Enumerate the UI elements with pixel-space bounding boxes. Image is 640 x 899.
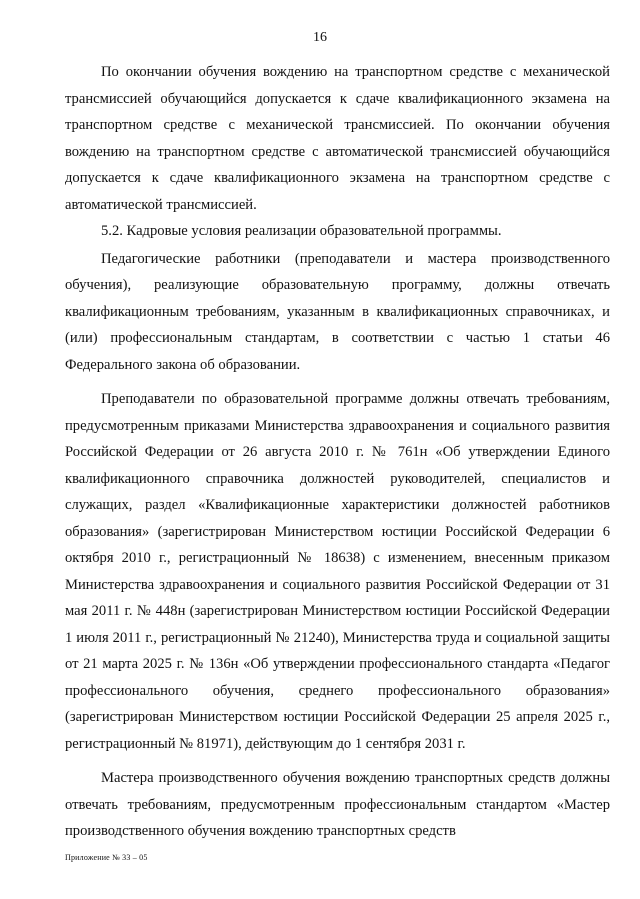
document-body [65,59,610,845]
paragraph-transmission-exam: По окончании обучения вождению на транспортном средстве с механической трансмиссией обучающийся допускается к сдаче квалификационного экзамена на транспортном средстве с механической трансмиссией. По окончании обучения вождению на транспортном средстве с автоматической трансмиссией обучающийся допускается к сдаче квалификационного экзамена на транспортном средстве с автоматической трансмиссией. [65,64,610,213]
paragraph-pedagogical-workers: Педагогические работники (преподаватели и мастера производственного обучения), реализующие образовательную программу, должны отвечать квалификационным требованиям, указанным в квалификационных справочниках, и (или) профессиональным стандартам, в соответствии с частью 1 статьи 46 Федерального закона об образовании. [65,250,610,373]
appendix-footer-label: Приложение № 33 – 05 [65,853,148,862]
paragraph-teachers-requirements: Преподаватели по образовательной программе должны отвечать требованиям, предусмотренным приказами Министерства здравоохранения и социального развития Российской Федерации от 26 августа 2010 г. № 761н «Об утверждении Единого квалификационного справочника должностей руководителей, специалистов и служащих, раздел «Квалификационные характеристики должностей работников образования» (зарегистрирован Министерством юстиции Российской Федерации 6 октября 2010 г., регистрационный № 18638) с изменением, внесенным приказом Министерства здравоохранения и социального развития Российской Федерации от 31 мая 2011 г. № 448н (зарегистрирован Министерством юстиции Российской Федерации 1 июля 2011 г., регистрационный № 21240), Министерства труда и социальной защиты от 21 марта 2025 г. № 136н «Об утверждении профессионального стандарта «Педагог профессионального обучения, среднего профессионального образования» (зарегистрирован Министерством юстиции Российской Федерации 25 апреля 2025 г., регистрационный № 81971), действующим до 1 сентября 2031 г. [65,391,610,752]
paragraph-driving-instructors: Мастера производственного обучения вождению транспортных средств должны отвечать требованиям, предусмотренным профессиональным стандартом «Мастер производственного обучения вождению транспортных средств [65,770,610,839]
section-heading-5-2: 5.2. Кадровые условия реализации образовательной программы. [101,223,502,239]
page-number: 16 [313,30,327,45]
